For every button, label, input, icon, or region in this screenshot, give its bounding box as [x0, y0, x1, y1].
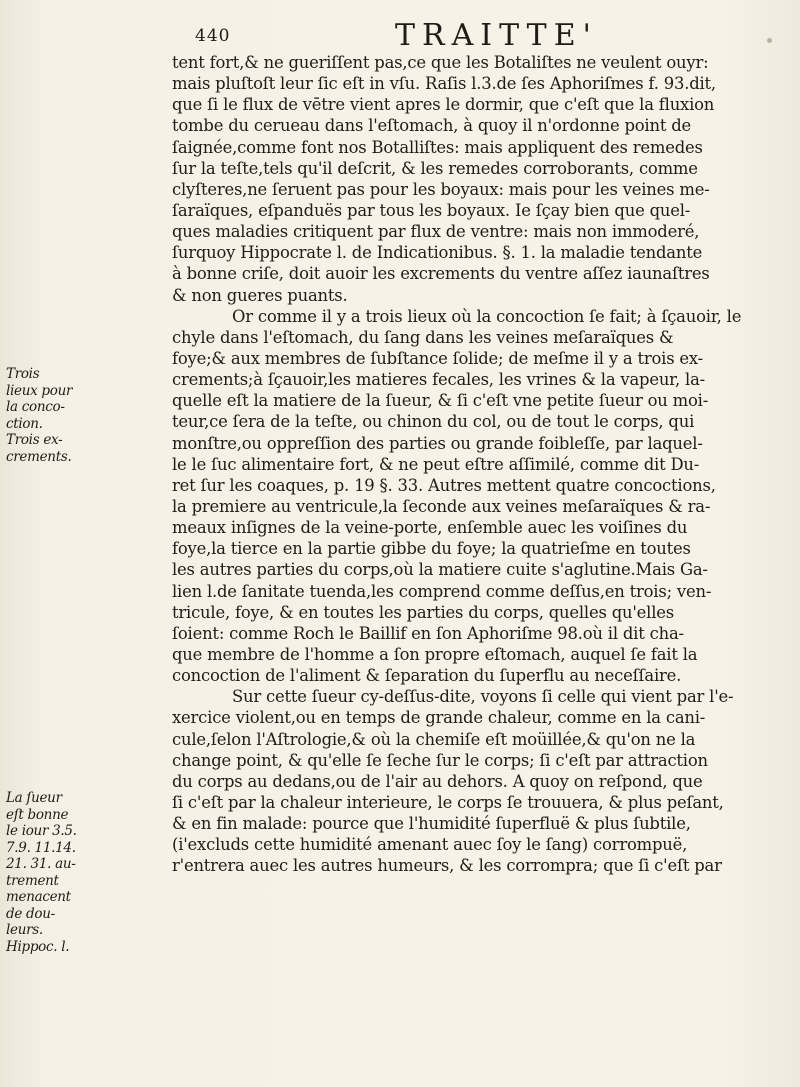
- text-line: le le ſuc alimentaire fort, & ne peut eſtre aſſimilé, comme dit Du-: [172, 454, 700, 474]
- margin-note-trois-lieux: [6, 366, 104, 465]
- text-line: ſi c'eſt par la chaleur interieure, le corps ſe trouuera, & plus peſant,: [172, 792, 724, 812]
- text-line: que ſi le flux de vētre vient apres le dormir, que c'eſt que la fluxion: [172, 95, 715, 115]
- text-line: ſur la teſte,tels qu'il deſcrit, & les remedes corroborants, comme: [172, 158, 698, 178]
- margin-note-line: eſt bonne: [6, 806, 69, 823]
- text-line: teur,ce ſera de la teſte, ou chinon du col, ou de tout le corps, qui: [172, 412, 695, 432]
- text-line: la premiere au ventricule,la ſeconde aux veines meſaraïques & ra-: [172, 496, 711, 516]
- text-line: crements;à ſçauoir,les matieres fecales, les vrines & la vapeur, la-: [172, 370, 705, 390]
- margin-note-line: de dou-: [6, 905, 55, 922]
- text-line: à bonne criſe, doit auoir les excrements du ventre aſſez iaunaſtres: [172, 264, 710, 284]
- margin-note-line: 7.9. 11.14.: [6, 839, 76, 856]
- page-header: [0, 12, 800, 52]
- text-line: mais pluſtoſt leur ſic eſt in vſu. Raſis l.3.de ſes Aphoriſmes f. 93.dit,: [172, 74, 716, 94]
- margin-note-line: Trois: [6, 366, 40, 382]
- text-line: clyſteres,ne ſeruent pas pour les boyaux: mais pour les veines me-: [172, 179, 710, 199]
- text-line: ques maladies critiquent par flux de ventre: mais non immoderé,: [172, 222, 700, 242]
- text-line: foye;& aux membres de ſubſtance ſolide; de meſme il y a trois ex-: [172, 348, 704, 368]
- margin-note-line: crements.: [6, 448, 72, 465]
- margin-note-line: leurs.: [6, 922, 43, 938]
- margin-note-sueur: [6, 790, 104, 955]
- text-line: change point, & qu'elle ſe ſeche ſur le corps; ſi c'eſt par attraction: [172, 750, 708, 770]
- main-text: [172, 52, 794, 876]
- text-line: monſtre,ou oppreſſion des parties ou grande foibleſſe, par laquel-: [172, 433, 703, 453]
- ink-spot: [767, 38, 772, 43]
- text-line: & non gueres puants.: [172, 285, 348, 305]
- margin-note-line: le iour 3.5.: [6, 823, 77, 839]
- text-line: & en fin malade: pource que l'humidité ſuperfluë & plus ſubtile,: [172, 814, 691, 834]
- text-line: concoction de l'aliment & ſeparation du ſuperflu au neceſſaire.: [172, 666, 682, 686]
- margin-note-line: lieux pour: [6, 382, 73, 399]
- text-line: ſurquoy Hippocrate l. de Indicationibus. §. 1. la maladie tendante: [172, 243, 703, 263]
- page-number: 440: [195, 26, 231, 46]
- text-line: ſaignée,comme font nos Botalliſtes: mais appliquent des remedes: [172, 137, 703, 157]
- text-line: les autres parties du corps,où la matiere cuite s'aglutine.Mais Ga-: [172, 560, 708, 580]
- text-line: (i'excluds cette humidité amenant auec ſoy le ſang) corrompuë,: [172, 835, 688, 855]
- text-line: tent fort,& ne gueriſſent pas,ce que les Botaliſtes ne veulent ouyr:: [172, 53, 709, 72]
- text-line: que membre de l'homme a ſon propre eſtomach, auquel ſe fait la: [172, 644, 698, 664]
- margin-note-line: Hippoc. l.: [6, 938, 70, 955]
- margin-note-line: 21. 31. au-: [6, 856, 76, 872]
- text-line: r'entrera auec les autres humeurs, & les corrompra; que ſi c'eſt par: [172, 856, 722, 876]
- text-line: tombe du cerueau dans l'eſtomach, à quoy il n'ordonne point de: [172, 116, 692, 136]
- text-line: lien l.de ſanitate tuenda,les comprend comme deſſus,en trois; ven-: [172, 581, 712, 601]
- text-line: xercice violent,ou en temps de grande chaleur, comme en la cani-: [172, 708, 706, 728]
- text-line: cule,ſelon l'Aſtrologie,& où la chemiſe eſt moüillée,& qu'on ne la: [172, 729, 696, 749]
- text-line: ſoient: comme Roch le Baillif en ſon Aphoriſme 98.où il dit cha-: [172, 623, 684, 643]
- margin-note-line: Trois ex-: [6, 432, 63, 448]
- text-line: ſaraïques, eſpanduës par tous les boyaux. Ie ſçay bien que quel-: [172, 200, 691, 220]
- text-line: ret ſur les coaques, p. 19 §. 33. Autres mettent quatre concoctions,: [172, 475, 716, 495]
- text-line: foye,la tierce en la partie gibbe du foye; la quatrieſme en toutes: [172, 539, 691, 559]
- running-title: TRAITTE': [395, 18, 598, 53]
- margin-note-line: trement: [6, 872, 59, 889]
- text-line: du corps au dedans,ou de l'air au dehors. A quoy on reſpond, que: [172, 771, 703, 791]
- margin-note-line: La ſueur: [6, 790, 62, 806]
- text-line: Sur cette ſueur cy-deſſus-dite, voyons ſi celle qui vient par l'e-: [232, 687, 734, 707]
- margin-note-line: la conco-: [6, 399, 65, 415]
- text-line: quelle eſt la matiere de la ſueur, & ſi c'eſt vne petite ſueur ou moi-: [172, 391, 709, 411]
- margin-note-line: ction.: [6, 415, 43, 432]
- margin-note-line: menacent: [6, 889, 71, 905]
- text-line: chyle dans l'eſtomach, du ſang dans les veines meſaraïques &: [172, 327, 674, 347]
- text-line: Or comme il y a trois lieux où la concoction ſe fait; à ſçauoir, le: [232, 306, 742, 326]
- text-line: tricule, foye, & en toutes les parties du corps, quelles qu'elles: [172, 602, 674, 622]
- text-line: meaux inſignes de la veine-porte, enſemble auec les voiſines du: [172, 518, 688, 538]
